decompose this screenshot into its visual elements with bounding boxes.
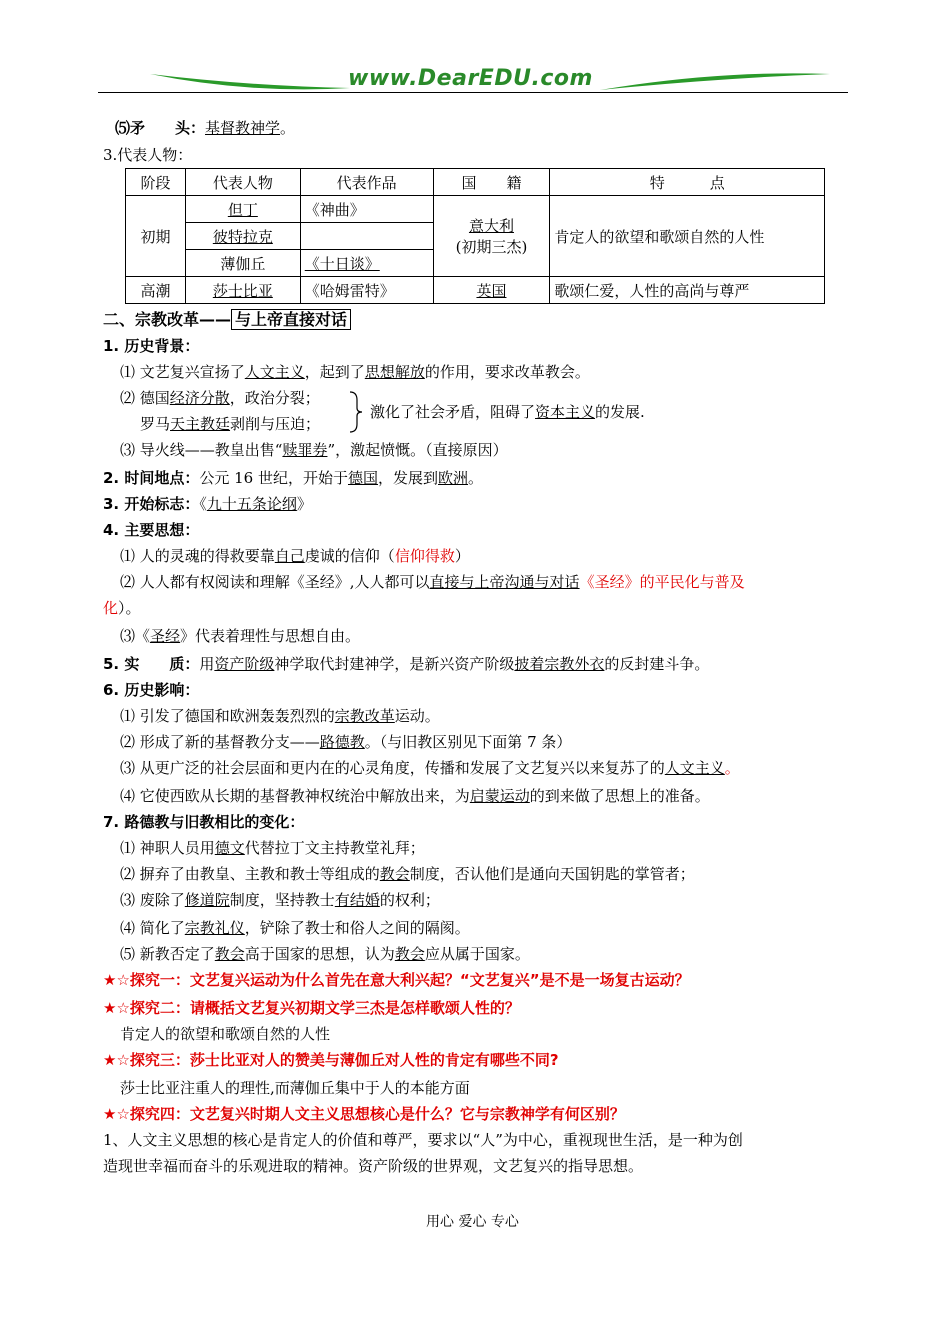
t: 九十五条论纲 (206, 495, 297, 513)
nation-early (433, 196, 550, 277)
question-2: ★☆探究二：请概括文艺复兴初期文学三杰是怎样歌颂人性的？ (103, 999, 520, 1017)
t: 》代表着理性与思想自由。 (180, 627, 361, 645)
impact-line-2 (120, 732, 571, 752)
t: 应从属于国家。 (424, 945, 530, 963)
t: 欧洲 (438, 469, 469, 487)
t: 人文主义 (664, 759, 725, 777)
change-line-1 (120, 838, 425, 858)
t: 教会 (214, 945, 245, 963)
change-line-2 (120, 864, 695, 884)
page-footer: 用心 爱心 专心 (426, 1214, 519, 1230)
t: ⑵ 德国 (120, 389, 170, 407)
t: 思想解放 (364, 363, 425, 381)
impact-line-3 (120, 758, 740, 778)
t: 德文 (214, 839, 245, 857)
t: 《 (199, 495, 207, 513)
header-swoosh-left (150, 66, 350, 92)
t: 直接与上帝沟通与对话 (429, 573, 580, 591)
table-row (126, 196, 825, 223)
t: ，政治分裂； (229, 389, 320, 407)
t: 化 (103, 599, 119, 617)
person-cell: 但丁 (227, 200, 258, 219)
header-rule (98, 92, 848, 93)
answer-2: 肯定人的欲望和歌颂自然的人性 (120, 1025, 331, 1043)
t: 德国 (347, 469, 378, 487)
t: ⑷ 简化了 (120, 919, 185, 937)
t: 。 (724, 759, 740, 777)
t: ，起到了 (304, 363, 365, 381)
t: 宗教改革 (334, 707, 395, 725)
impact-title: 6. 历史影响： (103, 681, 200, 699)
impact-line-1 (120, 706, 440, 726)
t: 资本主义 (535, 403, 596, 421)
idea-line-1 (120, 546, 470, 566)
question-4: ★☆探究四：文艺复兴时期人文主义思想核心是什么？它与宗教神学有何区别？ (103, 1105, 625, 1123)
person-cell: 薄伽丘 (220, 254, 266, 273)
t: ⑶《 (120, 627, 151, 645)
stage-early: 初期 (126, 196, 186, 277)
t: 2. 时间地点： (103, 469, 200, 487)
essence (103, 654, 709, 674)
t: ⑴ 文艺复兴宣扬了 (120, 363, 245, 381)
t: ⑶ 导火线——教皇出售“ (120, 441, 283, 459)
idea-line-2b (103, 598, 141, 618)
bg-line-1 (120, 362, 590, 382)
t: 宗教礼仪 (184, 919, 245, 937)
bg-line-23 (370, 402, 645, 422)
t: 自己 (274, 547, 305, 565)
t: 用 (199, 655, 215, 673)
header-brand: www.DearEDU.com (348, 66, 593, 91)
t: ⑵ 人人都有权阅读和理解《圣经》,人人都可以 (120, 573, 430, 591)
t: 5. 实 质： (103, 655, 200, 673)
t: 经济分散 (169, 389, 230, 407)
answer-4-line-1: 1、人文主义思想的核心是肯定人的价值和尊严，要求以“人”为中心，重视现世生活，是一种为创 (103, 1131, 743, 1149)
t: 赎罪券 (282, 441, 328, 459)
change-line-3 (120, 890, 440, 910)
t: ） (454, 547, 470, 565)
p5-text: 基督教神学 (205, 119, 281, 137)
question-1: ★☆探究一：文艺复兴运动为什么首先在意大利兴起？“文艺复兴”是不是一场复古运动？ (103, 971, 690, 989)
t: 剥削与压迫； (230, 415, 321, 433)
t: 教会 (379, 865, 410, 883)
t: 神学取代封建神学，是新兴资产阶级 (274, 655, 515, 673)
work-cell: 《十日谈》 (304, 254, 380, 273)
t: 资产阶级 (214, 655, 275, 673)
bg-line-4 (120, 440, 508, 460)
bg-title: 1. 历史背景： (103, 337, 200, 355)
th-person: 代表人物 (185, 169, 300, 196)
section-2-title (103, 310, 351, 330)
header-swoosh-right (600, 70, 830, 92)
t: ⑴ 引发了德国和欧洲轰轰烈烈的 (120, 707, 335, 725)
t: 天主教廷 (170, 415, 231, 433)
t: 制度，坚持教士 (229, 891, 335, 909)
t: 。（与旧教区别见下面第 7 条） (364, 733, 572, 751)
question-3: ★☆探究三：莎士比亚对人的赞美与薄伽丘对人性的肯定有哪些不同? (103, 1051, 559, 1069)
t: ）。 (118, 599, 141, 617)
t: 圣经 (150, 627, 181, 645)
t: 披着宗教外衣 (514, 655, 605, 673)
th-nation: 国 籍 (433, 169, 550, 196)
t: ⑷ 它使西欧从长期的基督教神权统治中解放出来，为 (120, 787, 470, 805)
stage-peak: 高潮 (126, 277, 186, 304)
t: 激化了社会矛盾，阻碍了 (370, 403, 536, 421)
t: 人文主义 (244, 363, 305, 381)
t: 罗马 (140, 415, 171, 433)
t: ⑴ 神职人员用 (120, 839, 215, 857)
th-feature: 特 点 (550, 169, 825, 196)
representatives-table (125, 168, 825, 304)
bg-line-3 (140, 414, 320, 434)
t: 修道院 (184, 891, 230, 909)
t: 的发展. (595, 403, 645, 421)
t: 路德教 (319, 733, 365, 751)
answer-4-line-2: 造现世幸福而奋斗的乐观进取的精神。资产阶级的世界观，文艺复兴的指导思想。 (103, 1157, 644, 1175)
start-mark (103, 494, 312, 514)
work-cell: 《哈姆雷特》 (304, 281, 395, 300)
person-cell: 莎士比亚 (212, 281, 273, 300)
change-line-5 (120, 944, 530, 964)
idea-title: 4. 主要思想： (103, 521, 200, 539)
rep-title: 3.代表人物： (103, 146, 193, 164)
t: 代替拉丁文主持教堂礼拜； (244, 839, 425, 857)
t: 《圣经》的平民化与普及 (579, 573, 745, 591)
person-cell: 彼特拉克 (212, 227, 273, 246)
feature-early: 肯定人的欲望和歌颂自然的人性 (550, 196, 825, 277)
t: 虔诚的信仰（ (304, 547, 395, 565)
idea-line-3 (120, 626, 360, 646)
t: 有结婚 (334, 891, 380, 909)
t: 3. 开始标志： (103, 495, 200, 513)
bg-line-2 (120, 388, 320, 408)
impact-line-4 (120, 786, 710, 806)
p5-line (115, 118, 295, 138)
t: 》 (296, 495, 312, 513)
p5-prefix: ⑸矛 头： (115, 119, 206, 137)
t: ，发展到 (378, 469, 439, 487)
t: 运动。 (394, 707, 440, 725)
t: ”，激起愤慨。（直接原因） (327, 441, 508, 459)
table-header-row (126, 169, 825, 196)
t: 。 (468, 469, 484, 487)
table-row (126, 277, 825, 304)
t: 的权利； (379, 891, 440, 909)
p5-end: 。 (280, 119, 296, 137)
nation-england: 英国 (476, 281, 507, 300)
t: 的作用，要求改革教会。 (424, 363, 590, 381)
t: 高于国家的思想，认为 (244, 945, 395, 963)
t: 公元 16 世纪，开始于 (199, 469, 348, 487)
t: 制度，否认他们是通向天国钥匙的掌管者； (409, 865, 695, 883)
th-stage: 阶段 (126, 169, 186, 196)
change-line-4 (120, 918, 470, 938)
t: 的反封建斗争。 (604, 655, 710, 673)
feature-peak: 歌颂仁爱，人性的高尚与尊严 (550, 277, 825, 304)
change-title: 7. 路德教与旧教相比的变化： (103, 813, 305, 831)
s2-title: 二、宗教改革—— (103, 310, 232, 329)
t: 的到来做了思想上的准备。 (529, 787, 710, 805)
t: ⑶ 从更广泛的社会层面和更内在的心灵角度，传播和发展了文艺复兴以来复苏了的 (120, 759, 665, 777)
t: ⑵ 摒弃了由教皇、主教和教士等组成的 (120, 865, 380, 883)
t: 教会 (394, 945, 425, 963)
t: ⑵ 形成了新的基督教分支—— (120, 733, 320, 751)
nation-italy: 意大利 (468, 217, 514, 235)
nation-note: (初期三杰) (455, 238, 528, 256)
idea-line-2 (120, 572, 745, 592)
t: ⑶ 废除了 (120, 891, 185, 909)
th-work: 代表作品 (300, 169, 433, 196)
t: ，铲除了教士和俗人之间的隔阂。 (244, 919, 470, 937)
time-place (103, 468, 483, 488)
t: ⑸ 新教否定了 (120, 945, 215, 963)
s2-boxed: 与上帝直接对话 (231, 309, 351, 330)
t: ⑴ 人的灵魂的得救要靠 (120, 547, 275, 565)
answer-3: 莎士比亚注重人的理性,而薄伽丘集中于人的本能方面 (120, 1079, 470, 1097)
t: 信仰得救 (394, 547, 455, 565)
brace-icon (348, 390, 364, 434)
work-cell: 《神曲》 (304, 200, 365, 219)
t: 启蒙运动 (469, 787, 530, 805)
